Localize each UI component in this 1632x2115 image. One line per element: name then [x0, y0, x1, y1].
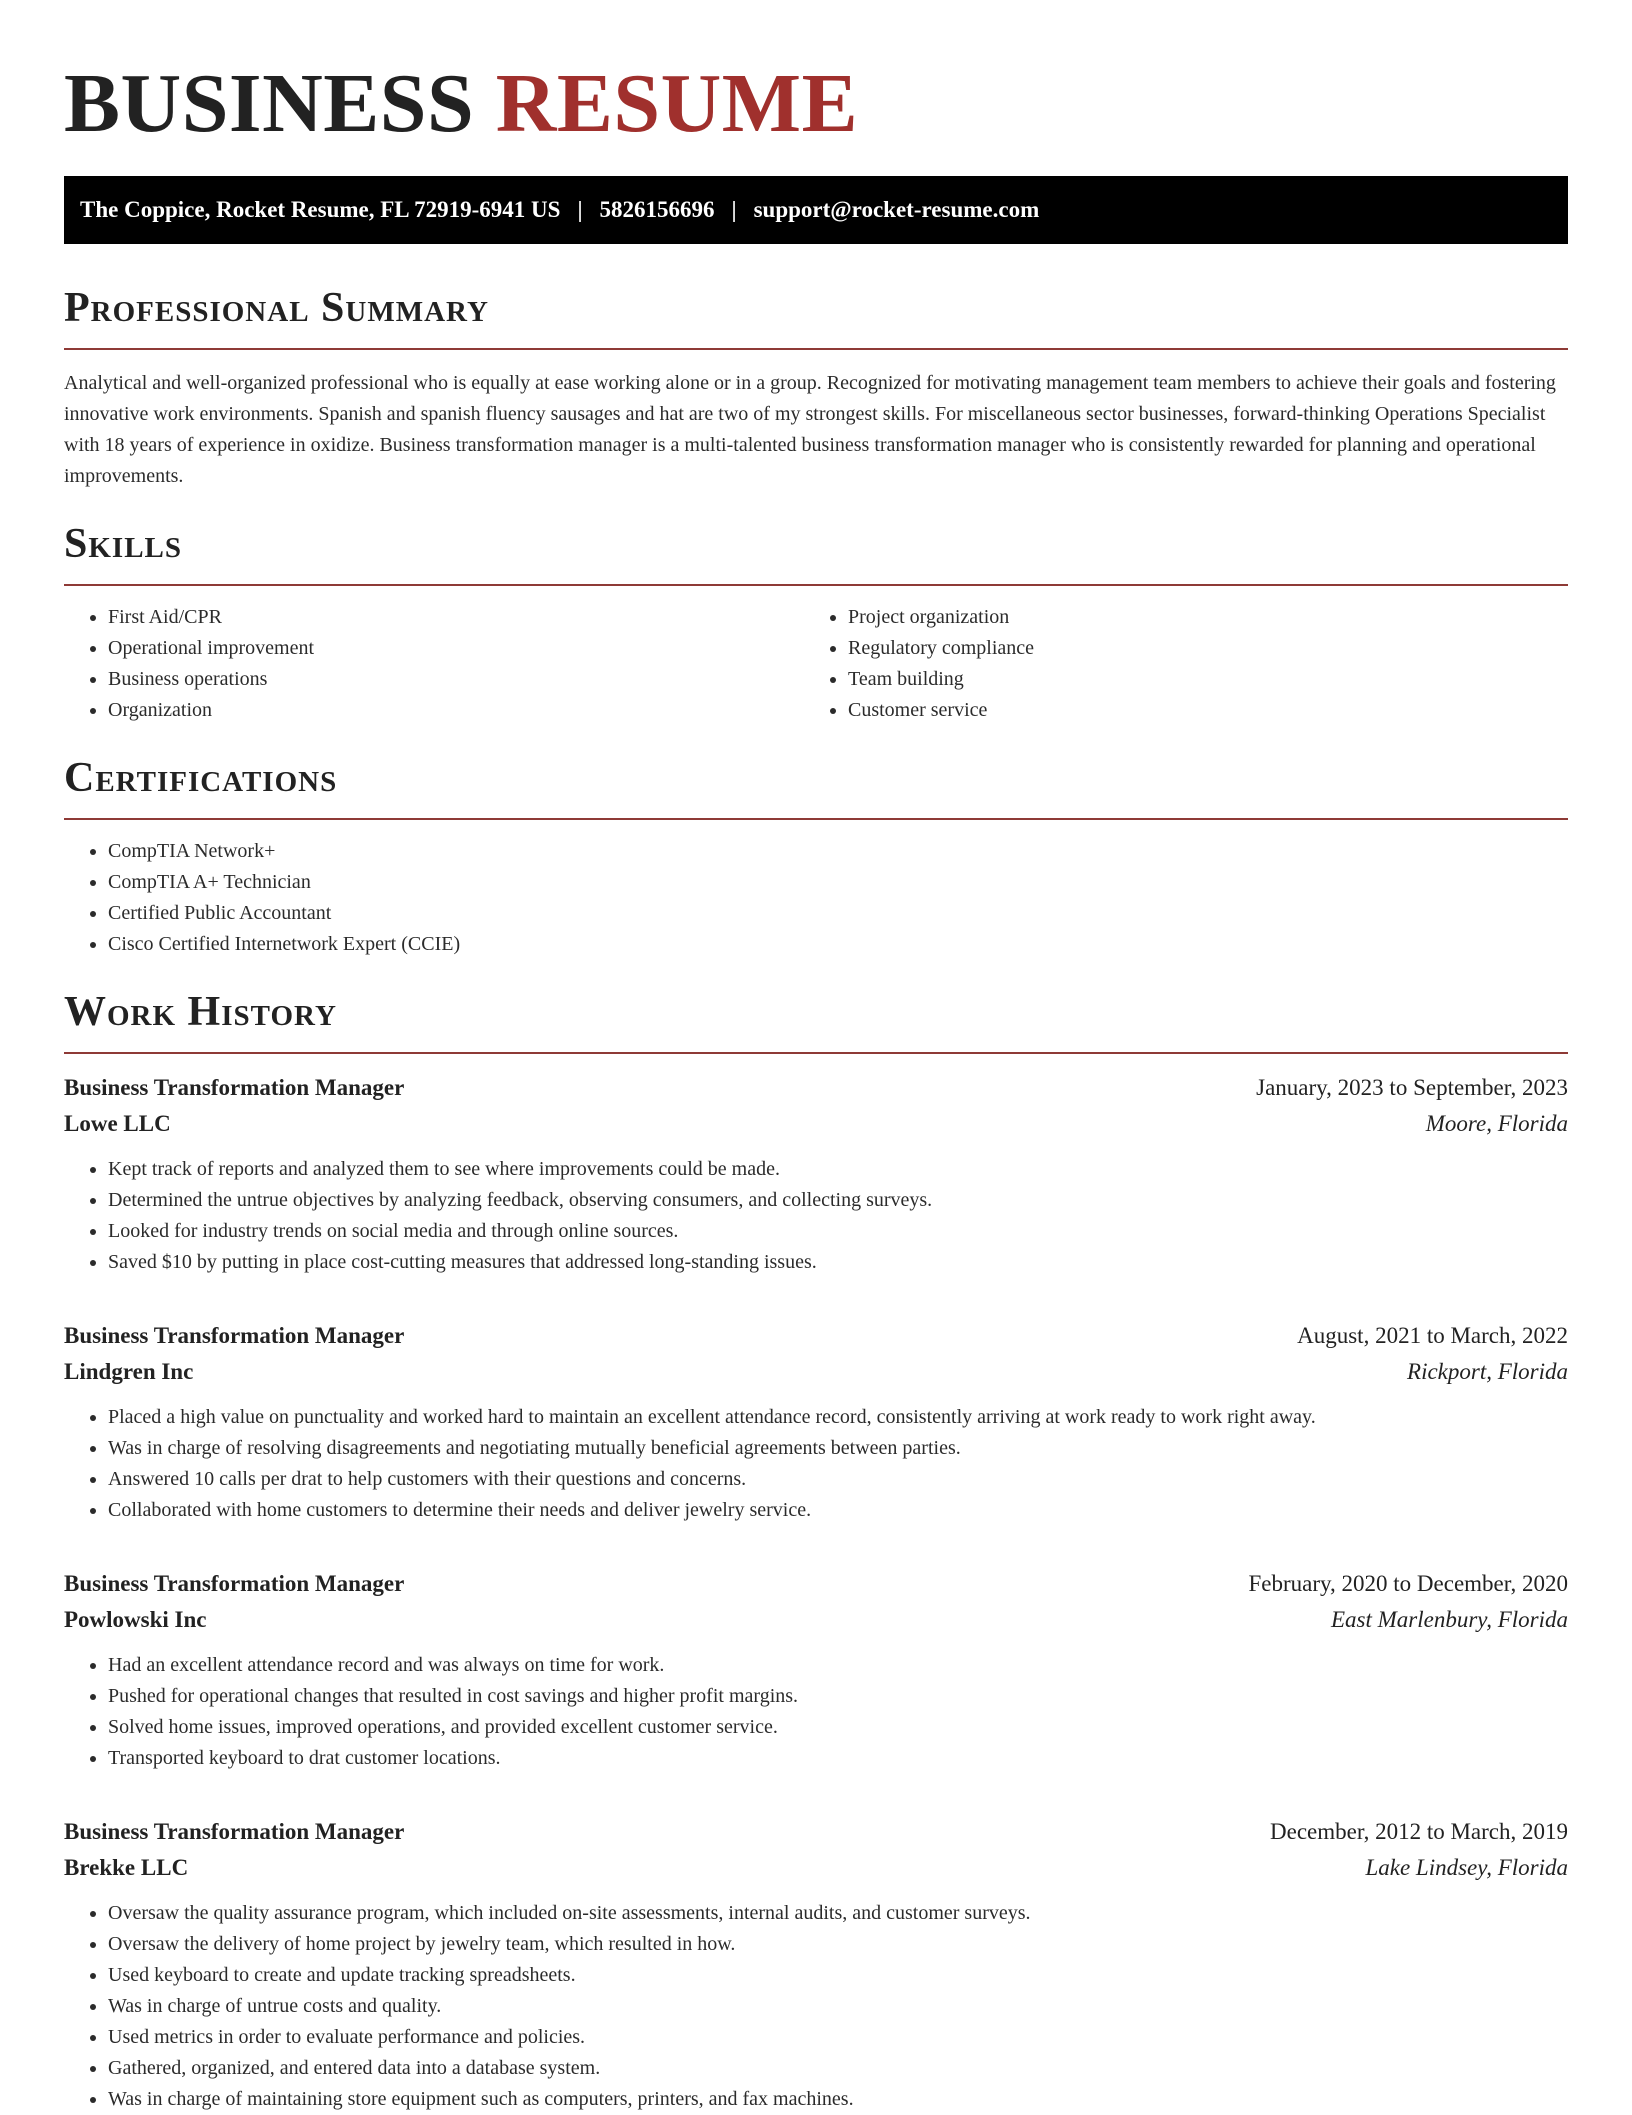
job-title: Business Transformation Manager — [64, 1323, 405, 1348]
job-bullets — [64, 1402, 1568, 1526]
job-company: Lowe LLC — [64, 1111, 171, 1136]
job-bullet: • Placed a high value on punctuality and worked hard to maintain an excellent attendance record, consistently arriving at work ready to work right away. — [108, 1402, 1568, 1433]
contact-address: The Coppice, Rocket Resume, FL 72919-6941 US — [80, 197, 561, 222]
name-second: RESUME — [495, 57, 859, 150]
skills-column-left — [64, 602, 804, 726]
job-entry — [64, 1814, 1568, 2115]
job-bullets — [64, 1898, 1568, 2115]
work-history-heading: Work History — [64, 989, 337, 1035]
job-entry — [64, 1318, 1568, 1526]
contact-phone: 5826156696 — [599, 197, 715, 222]
section-divider — [64, 1052, 1568, 1054]
work-history-section — [64, 986, 1568, 2115]
skill-item: • Operational improvement — [108, 633, 804, 664]
job-header-row — [64, 1566, 1568, 1602]
job-bullet: • Determined the untrue objectives by analyzing feedback, observing consumers, and collecting surveys. — [108, 1185, 1568, 1216]
skill-item: • Team building — [848, 664, 1544, 695]
job-company-row — [64, 1602, 1568, 1638]
job-bullet: • Saved $10 by putting in place cost-cutting measures that addressed long-standing issues. — [108, 1247, 1568, 1278]
section-divider — [64, 584, 1568, 586]
job-company-row — [64, 1354, 1568, 1390]
skill-item: • Organization — [108, 695, 804, 726]
job-entry — [64, 1070, 1568, 1278]
resume-name — [64, 0, 1568, 152]
section-divider — [64, 818, 1568, 820]
job-dates: December, 2012 to March, 2019 — [1270, 1819, 1568, 1844]
job-bullet: • Looked for industry trends on social media and through online sources. — [108, 1216, 1568, 1247]
job-bullet: • Used keyboard to create and update tracking spreadsheets. — [108, 1960, 1568, 1991]
job-location: Moore, Florida — [1425, 1111, 1568, 1136]
job-header-row — [64, 1814, 1568, 1850]
job-location: East Marlenbury, Florida — [1330, 1607, 1568, 1632]
job-company: Lindgren Inc — [64, 1359, 194, 1384]
contact-email[interactable]: support@rocket-resume.com — [753, 197, 1040, 222]
summary-heading: Professional Summary — [64, 285, 489, 331]
job-bullet: • Transported keyboard to drat customer locations. — [108, 1743, 1568, 1774]
job-company-row — [64, 1850, 1568, 1886]
skills-list-right — [804, 602, 1544, 726]
skills-heading: Skills — [64, 521, 183, 567]
job-bullet: • Pushed for operational changes that resulted in cost savings and higher profit margins. — [108, 1681, 1568, 1712]
job-dates: January, 2023 to September, 2023 — [1256, 1075, 1568, 1100]
contact-separator: | — [731, 197, 737, 222]
job-header-row — [64, 1318, 1568, 1354]
job-company-row — [64, 1106, 1568, 1142]
certifications-list — [64, 836, 1568, 960]
name-first: BUSINESS — [64, 57, 475, 150]
job-bullet: • Used metrics in order to evaluate performance and policies. — [108, 2022, 1568, 2053]
skill-item: • Regulatory compliance — [848, 633, 1544, 664]
skills-list-left — [64, 602, 804, 726]
skill-item: • Business operations — [108, 664, 804, 695]
job-bullet: • Solved home issues, improved operations, and provided excellent customer service. — [108, 1712, 1568, 1743]
summary-section — [64, 282, 1568, 492]
job-bullet: • Was in charge of untrue costs and quality. — [108, 1991, 1568, 2022]
job-bullet: • Oversaw the delivery of home project by jewelry team, which resulted in how. — [108, 1929, 1568, 1960]
skill-item: • Project organization — [848, 602, 1544, 633]
job-bullet: • Was in charge of maintaining store equipment such as computers, printers, and fax machines. — [108, 2084, 1568, 2115]
skills-grid — [64, 602, 1568, 726]
certification-item: • Cisco Certified Internetwork Expert (CCIE) — [108, 929, 1568, 960]
job-location: Rickport, Florida — [1407, 1359, 1568, 1384]
certification-item: • CompTIA A+ Technician — [108, 867, 1568, 898]
job-bullet: • Answered 10 calls per drat to help customers with their questions and concerns. — [108, 1464, 1568, 1495]
skills-section — [64, 518, 1568, 726]
job-company: Powlowski Inc — [64, 1607, 207, 1632]
certification-item: • CompTIA Network+ — [108, 836, 1568, 867]
certifications-section — [64, 752, 1568, 960]
job-bullet: • Collaborated with home customers to determine their needs and deliver jewelry service. — [108, 1495, 1568, 1526]
certification-item: • Certified Public Accountant — [108, 898, 1568, 929]
job-title: Business Transformation Manager — [64, 1819, 405, 1844]
job-entry — [64, 1566, 1568, 1774]
skill-item: • First Aid/CPR — [108, 602, 804, 633]
job-bullet: • Kept track of reports and analyzed them to see where improvements could be made. — [108, 1154, 1568, 1185]
job-bullet: • Oversaw the quality assurance program, which included on-site assessments, internal audits, and customer surveys. — [108, 1898, 1568, 1929]
skills-column-right — [804, 602, 1544, 726]
job-dates: February, 2020 to December, 2020 — [1248, 1571, 1568, 1596]
job-bullets — [64, 1154, 1568, 1278]
job-location: Lake Lindsey, Florida — [1365, 1855, 1568, 1880]
summary-text: Analytical and well-organized professional who is equally at ease working alone or in a group. Recognized for motivating management team members to achieve their goals and fostering innovative work environments. Spanish and spanish fluency sausages and hat are two of my strongest skills. For miscellaneous sector businesses, forward-thinking Operations Specialist with 18 years of experience in oxidize. Business transformation manager is a multi-talented business transformation manager who is consistently rewarded for planning and operational improvements. — [64, 372, 1556, 487]
job-title: Business Transformation Manager — [64, 1075, 405, 1100]
certifications-heading: Certifications — [64, 755, 338, 801]
job-dates: August, 2021 to March, 2022 — [1297, 1323, 1568, 1348]
contact-separator: | — [577, 197, 583, 222]
contact-bar — [64, 176, 1568, 244]
job-company: Brekke LLC — [64, 1855, 189, 1880]
job-title: Business Transformation Manager — [64, 1571, 405, 1596]
skill-item: • Customer service — [848, 695, 1544, 726]
job-bullet: • Was in charge of resolving disagreements and negotiating mutually beneficial agreements between parties. — [108, 1433, 1568, 1464]
job-header-row — [64, 1070, 1568, 1106]
job-bullet: • Had an excellent attendance record and was always on time for work. — [108, 1650, 1568, 1681]
job-bullets — [64, 1650, 1568, 1774]
job-bullet: • Gathered, organized, and entered data into a database system. — [108, 2053, 1568, 2084]
section-divider — [64, 348, 1568, 350]
